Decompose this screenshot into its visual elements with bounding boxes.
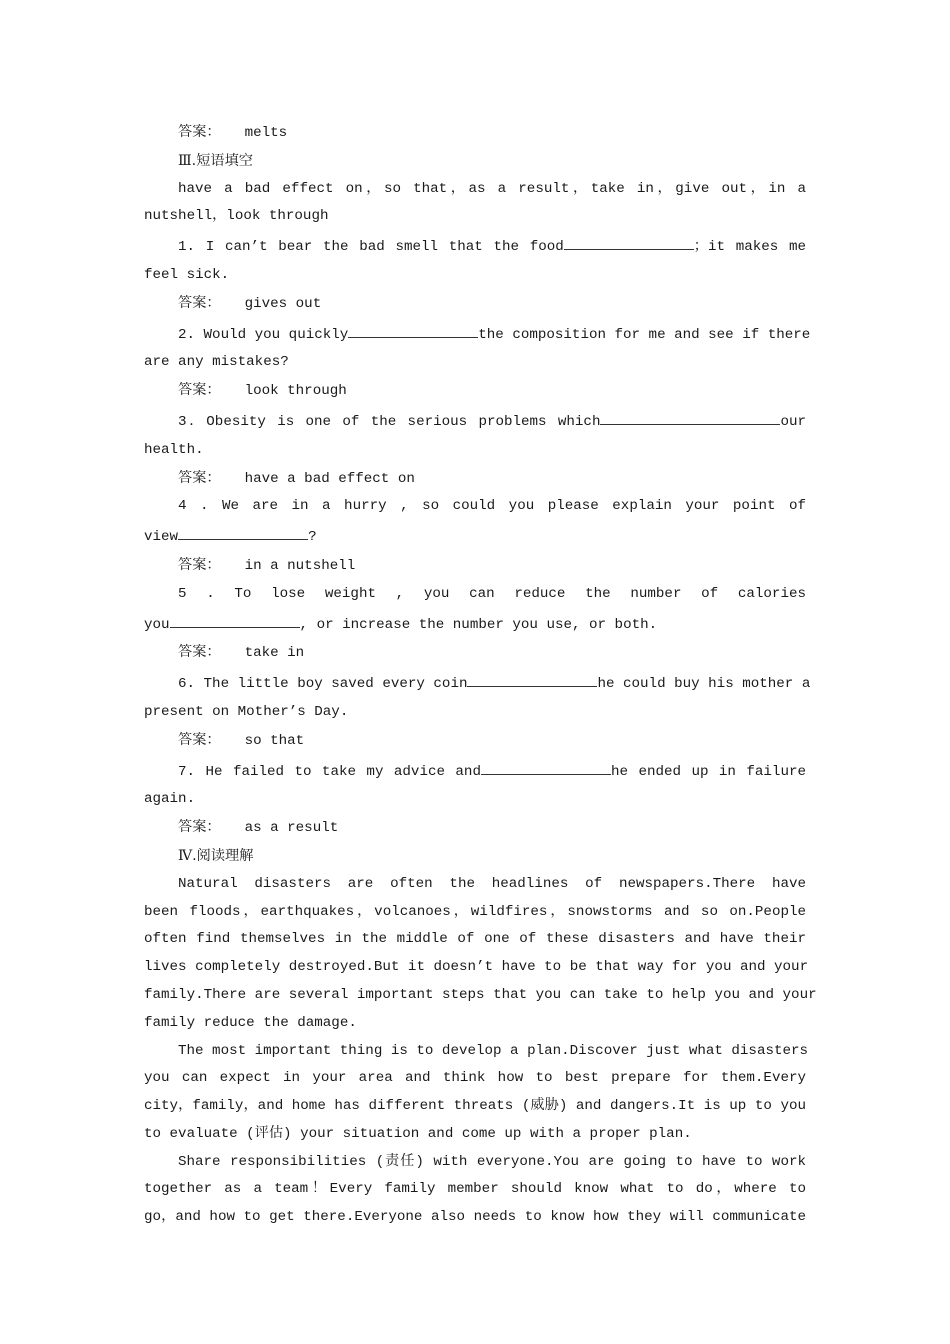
- paragraph-1-line: lives completely destroyed.But it doesn’t have to be that way for you and your: [144, 959, 809, 976]
- answer-blank: [481, 756, 611, 775]
- question-7-line-1: 7. He failed to take my advice and he ended up in failure: [144, 756, 806, 787]
- answer-label: 答案：: [178, 294, 221, 311]
- answer-value: melts: [244, 125, 288, 141]
- answer-blank: [348, 319, 478, 338]
- answer-label: 答案：: [178, 819, 221, 836]
- answer-value: in a nutshell: [244, 557, 356, 574]
- word-bank-line-2: nutshell，look through: [144, 208, 329, 225]
- paragraph-2-line: The most important thing is to develop a plan.Discover just what disasters: [178, 1042, 809, 1059]
- paragraph-3-line: together as a team！Every family member should know what to do，where to: [144, 1181, 806, 1198]
- document-page: [144, 119, 817, 1232]
- question-3-line-2: health.: [144, 441, 204, 458]
- question-5-line-2: you , or increase the number you use, or both.: [144, 609, 806, 640]
- answer-line-4: [144, 552, 806, 581]
- answer-blank: [600, 406, 780, 425]
- answer-line-2: [144, 377, 806, 406]
- answer-line-1: [144, 290, 806, 319]
- question-1-line-2: feel sick.: [144, 266, 230, 283]
- question-6-line-1: 6. The little boy saved every coin he could buy his mother a: [144, 668, 806, 699]
- paragraph-3-line: Share responsibilities (责任) with everyone.You are going to have to work: [178, 1153, 806, 1170]
- question-4-line-1: 4 . We are in a hurry , so could you please explain your point of: [178, 498, 806, 515]
- answer-label: 答案：: [178, 469, 221, 486]
- section-heading-phrase-fill: Ⅲ.短语填空: [178, 152, 253, 169]
- question-2-line-1: 2. Would you quickly the composition for me and see if there: [144, 319, 806, 350]
- paragraph-1-line: family.There are several important steps that you can take to help you and your: [144, 986, 817, 1003]
- answer-blank: [170, 609, 300, 628]
- answer-blank: [467, 668, 597, 687]
- paragraph-1-line: family reduce the damage.: [144, 1014, 357, 1031]
- answer-label: 答案：: [178, 644, 221, 661]
- paragraph-2-line: to evaluate (评估) your situation and come up with a proper plan.: [144, 1125, 692, 1142]
- answer-value: take in: [244, 645, 305, 662]
- answer-line-5: [144, 639, 806, 668]
- paragraph-2-line: you can expect in your area and think how to best prepare for them.Every: [144, 1070, 806, 1087]
- paragraph-1-line: often find themselves in the middle of one of these disasters and have their: [144, 931, 806, 948]
- answer-line-prev: [144, 119, 806, 148]
- answer-line-6: [144, 727, 806, 756]
- answer-label: 答案：: [178, 382, 221, 399]
- answer-value: so that: [244, 732, 305, 749]
- answer-line-3: [144, 465, 806, 494]
- paragraph-2-line: city，family，and home has different threats (威胁) and dangers.It is up to you: [144, 1098, 806, 1115]
- answer-label: 答案：: [178, 556, 221, 573]
- question-1-line-1: 1. I can’t bear the bad smell that the food ；it makes me: [144, 231, 806, 262]
- answer-blank: [564, 231, 694, 250]
- paragraph-1-line: been floods，earthquakes，volcanoes，wildfires，snowstorms and so on.People: [144, 903, 806, 920]
- answer-label: 答案：: [178, 124, 221, 140]
- question-3-line-1: 3．Obesity is one of the serious problems which our: [144, 406, 806, 437]
- question-2-line-2: are any mistakes?: [144, 354, 289, 371]
- word-bank-line-1: have a bad effect on，so that，as a result，take in，give out，in a: [178, 180, 806, 197]
- answer-value: look through: [244, 383, 347, 400]
- answer-blank: [178, 521, 308, 540]
- answer-label: 答案：: [178, 731, 221, 748]
- paragraph-1-line: Natural disasters are often the headlines of newspapers.There have: [178, 875, 806, 892]
- question-7-line-2: again.: [144, 791, 196, 808]
- question-6-line-2: present on Mother’s Day.: [144, 703, 349, 720]
- paragraph-3-line: go，and how to get there.Everyone also needs to know how they will communicate: [144, 1209, 806, 1226]
- answer-value: gives out: [244, 295, 322, 312]
- answer-line-7: [144, 814, 806, 843]
- answer-value: as a result: [244, 820, 339, 837]
- answer-value: have a bad effect on: [244, 470, 415, 487]
- question-5-line-1: 5 . To lose weight , you can reduce the number of calories: [178, 585, 806, 602]
- section-heading-reading: Ⅳ.阅读理解: [178, 847, 254, 864]
- question-4-line-2: view ?: [144, 521, 806, 552]
